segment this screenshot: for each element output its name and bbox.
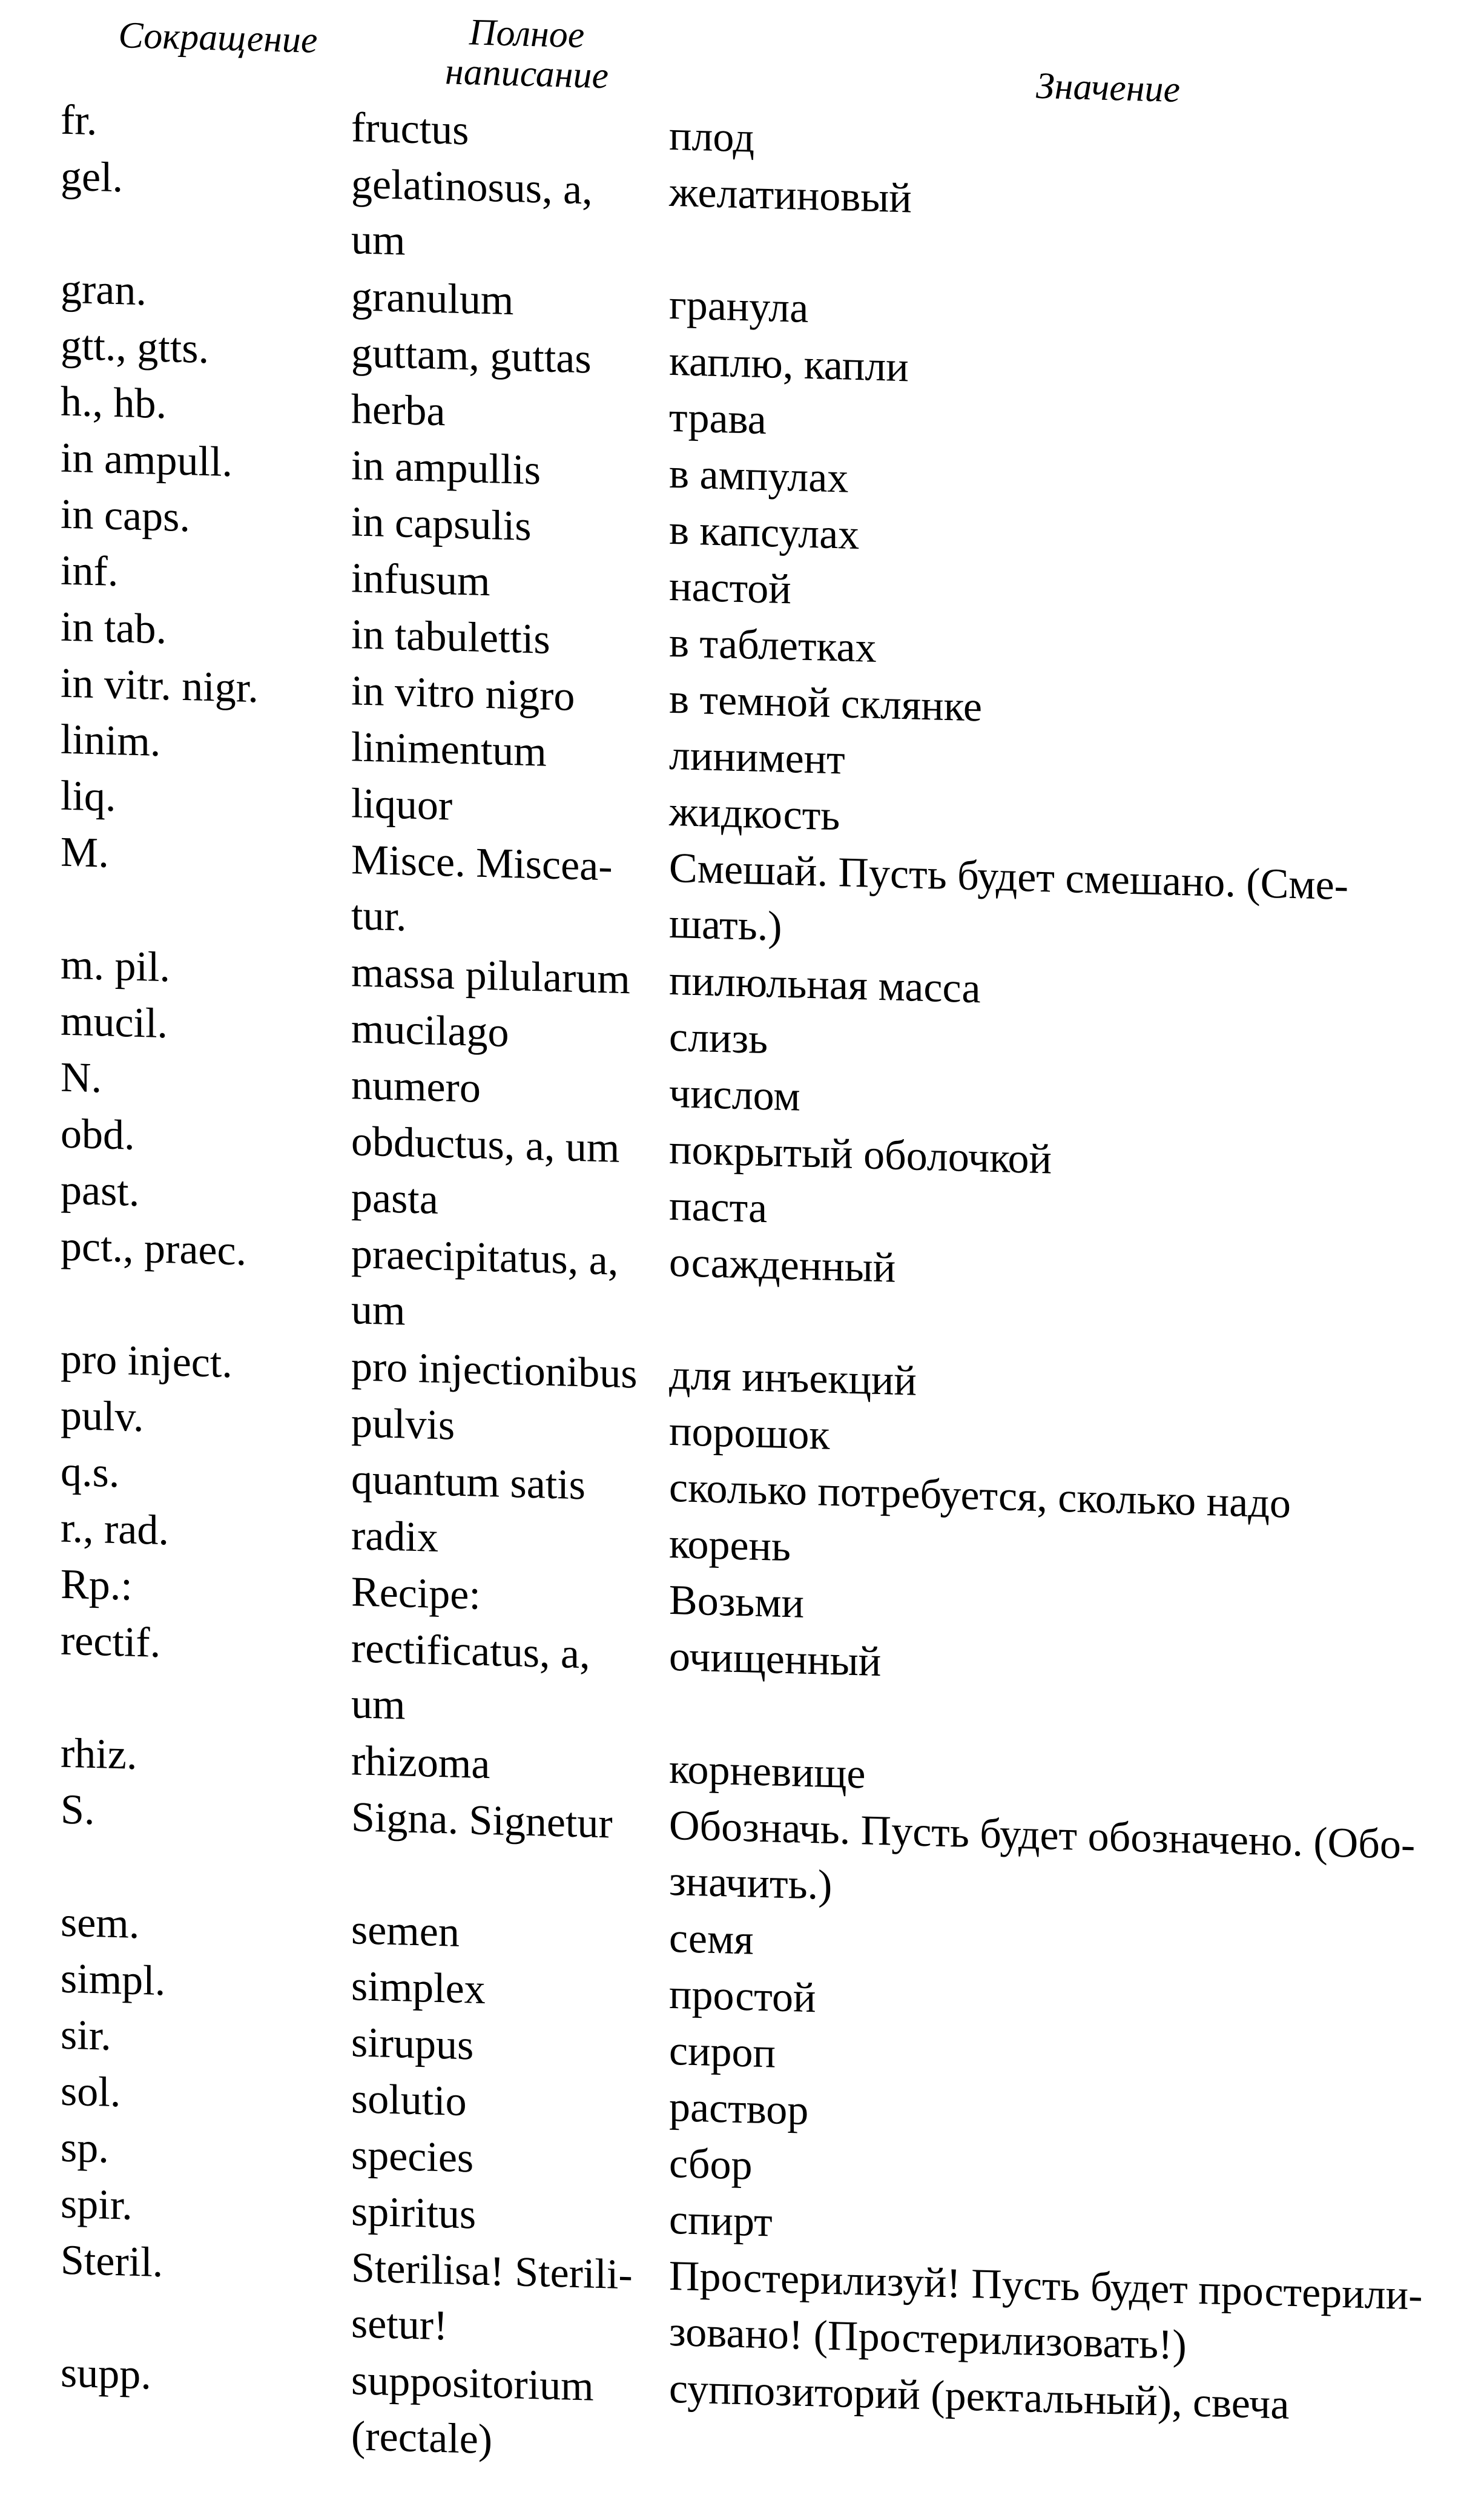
cell-full-spelling: massa pilularum	[351, 949, 630, 1003]
cell-meaning: желатиновый	[669, 168, 912, 222]
cell-meaning: пилюльная масса	[669, 957, 981, 1013]
cell-full-spelling: fructus	[351, 104, 469, 154]
cell-full-spelling: rectificatus, a, um	[351, 1625, 590, 1729]
cell-full-spelling: herba	[351, 386, 446, 435]
cell-full-spelling: Sterilisa! Sterili- setur!	[351, 2244, 633, 2350]
cell-abbreviation: linim.	[61, 716, 161, 765]
cell-abbreviation: inf.	[61, 547, 119, 596]
cell-full-spelling: in capsulis	[351, 498, 532, 550]
cell-meaning: линимент	[669, 732, 845, 784]
cell-abbreviation: pro inject.	[61, 1335, 232, 1387]
cell-meaning: Возьми	[669, 1576, 805, 1627]
cell-meaning: гранула	[669, 281, 809, 332]
cell-meaning: простой	[669, 1971, 816, 2022]
cell-abbreviation: sol.	[61, 2067, 121, 2117]
cell-full-spelling: infusum	[351, 555, 490, 606]
cell-full-spelling: pro injectionibus	[351, 1343, 638, 1398]
abbreviation-table	[0, 91, 1484, 2495]
cell-abbreviation: N.	[61, 1054, 102, 1102]
cell-abbreviation: spir.	[61, 2180, 133, 2229]
cell-abbreviation: sp.	[61, 2124, 109, 2172]
cell-meaning: корневище	[669, 1745, 866, 1798]
cell-meaning: осажденный	[669, 1238, 896, 1292]
cell-meaning: корень	[669, 1520, 791, 1571]
cell-full-spelling: numero	[351, 1062, 481, 1112]
cell-full-spelling: liquor	[351, 780, 453, 830]
cell-meaning: настой	[669, 563, 791, 613]
cell-abbreviation: r., rad.	[61, 1504, 169, 1555]
cell-full-spelling: solutio	[351, 2075, 467, 2126]
cell-full-spelling: Misce. Miscea- tur.	[351, 836, 613, 940]
cell-meaning: порошок	[669, 1407, 830, 1459]
cell-meaning: в темной склянке	[669, 675, 982, 731]
cell-meaning: покрытый оболочкой	[669, 1126, 1052, 1183]
cell-meaning: раствор	[669, 2083, 809, 2134]
cell-full-spelling: sirupus	[351, 2019, 474, 2069]
cell-abbreviation: liq.	[61, 772, 116, 821]
cell-abbreviation: gran.	[61, 265, 147, 315]
cell-meaning: трава	[669, 394, 767, 444]
cell-full-spelling: quantum satis	[351, 1456, 585, 1509]
cell-meaning: в капсулах	[669, 506, 860, 559]
cell-full-spelling: rhizoma	[351, 1737, 490, 1788]
cell-meaning: сироп	[669, 2027, 776, 2077]
cell-meaning: жидкость	[669, 788, 840, 840]
cell-meaning: слизь	[669, 1013, 768, 1063]
header-meaning: Значение	[1035, 65, 1180, 111]
cell-full-spelling: semen	[351, 1906, 460, 1956]
cell-meaning: в таблетках	[669, 619, 877, 672]
cell-abbreviation: pulv.	[61, 1392, 144, 1441]
cell-meaning: паста	[669, 1182, 768, 1232]
cell-abbreviation: past.	[61, 1166, 140, 1216]
cell-abbreviation: in caps.	[61, 491, 190, 541]
cell-abbreviation: M.	[61, 828, 109, 877]
cell-meaning: Простерилизуй! Пусть будет простерили- зовано! (Простерилизовать!)	[669, 2252, 1423, 2369]
cell-full-spelling: radix	[351, 1512, 438, 1561]
cell-abbreviation: Rp.:	[61, 1561, 133, 1610]
cell-abbreviation: sir.	[61, 2011, 111, 2060]
cell-full-spelling: in ampullis	[351, 442, 541, 494]
cell-abbreviation: q.s.	[61, 1448, 120, 1497]
cell-abbreviation: supp.	[61, 2349, 151, 2399]
cell-meaning: очищенный	[669, 1633, 882, 1686]
cell-abbreviation: mucil.	[61, 997, 168, 1048]
cell-abbreviation: in tab.	[61, 603, 167, 653]
cell-full-spelling: pasta	[351, 1174, 438, 1223]
header-full-line2: написание	[445, 51, 608, 97]
cell-abbreviation: S.	[61, 1786, 95, 1834]
cell-meaning: спирт	[669, 2196, 773, 2246]
cell-meaning: Обозначь. Пусть будет обозначено. (Обо- значить.)	[669, 1802, 1416, 1909]
cell-abbreviation: h., hb.	[61, 378, 167, 428]
cell-full-spelling: species	[351, 2132, 474, 2182]
cell-abbreviation: fr.	[61, 96, 97, 145]
cell-meaning: в ампулах	[669, 450, 849, 502]
cell-abbreviation: sem.	[61, 1899, 140, 1948]
cell-abbreviation: rhiz.	[61, 1730, 137, 1779]
cell-meaning: сбор	[669, 2140, 753, 2189]
cell-meaning: суппозиторий (ректальный), свеча	[669, 2365, 1290, 2428]
cell-abbreviation: in ampull.	[61, 434, 232, 486]
cell-abbreviation: rectif.	[61, 1617, 161, 1667]
cell-full-spelling: in vitro nigro	[351, 667, 575, 720]
cell-meaning: для инъекций	[669, 1351, 917, 1405]
cell-full-spelling: mucilago	[351, 1005, 509, 1057]
cell-abbreviation: pct., praec.	[61, 1223, 247, 1275]
cell-full-spelling: Recipe:	[351, 1568, 481, 1619]
cell-meaning: сколько потребуется, сколько надо	[669, 1464, 1291, 1527]
cell-full-spelling: gelatinosus, a, um	[351, 160, 593, 265]
header-abbreviation: Сокращение	[118, 15, 318, 61]
cell-abbreviation: m. pil.	[61, 941, 170, 991]
cell-full-spelling: linimentum	[351, 724, 547, 776]
cell-full-spelling: granulum	[351, 273, 514, 325]
header-full-line1: Полное	[469, 12, 585, 56]
cell-meaning: числом	[669, 1069, 800, 1120]
cell-full-spelling: spiritus	[351, 2188, 477, 2238]
cell-abbreviation: simpl.	[61, 1955, 166, 2005]
cell-meaning: Смешай. Пусть будет смешано. (Сме- шать.)	[669, 844, 1348, 950]
cell-abbreviation: in vitr. nigr.	[61, 659, 259, 712]
cell-full-spelling: simplex	[351, 1963, 486, 2013]
cell-meaning: каплю, капли	[669, 337, 909, 391]
header-full-spelling	[394, 10, 660, 97]
cell-meaning: плод	[669, 112, 754, 162]
cell-abbreviation: gtt., gtts.	[61, 322, 209, 373]
cell-full-spelling: praecipitatus, a, um	[351, 1231, 619, 1335]
cell-full-spelling: suppositorium (rectale)	[351, 2357, 594, 2464]
cell-full-spelling: guttam, guttas	[351, 329, 592, 383]
cell-meaning: семя	[669, 1914, 754, 1964]
cell-full-spelling: in tabulettis	[351, 611, 550, 663]
cell-full-spelling: pulvis	[351, 1400, 455, 1449]
cell-full-spelling: obductus, a, um	[351, 1118, 620, 1172]
cell-abbreviation: Steril.	[61, 2236, 163, 2287]
cell-abbreviation: gel.	[61, 153, 124, 202]
cell-abbreviation: obd.	[61, 1110, 135, 1159]
cell-full-spelling: Signa. Signetur	[351, 1794, 613, 1848]
